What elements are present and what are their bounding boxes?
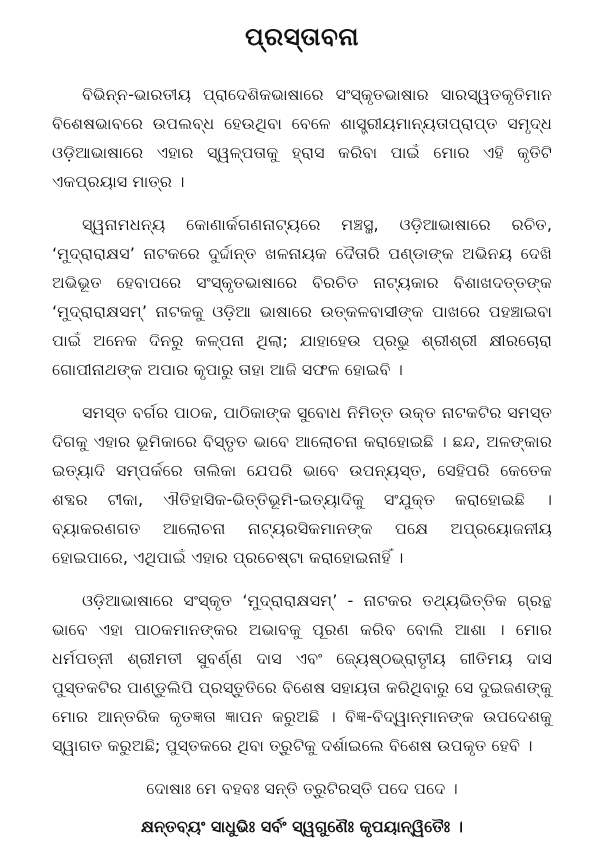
closing-verse-line-2: କ୍ଷନ୍ତବ୍ୟଂ ସାଧୁଭିଃ ସର୍ବଂ ସ୍ୱଗୁଣୈଃ କୃପୟାନ୍ୱିତୈଃ । bbox=[140, 817, 464, 836]
paragraph-intro: ବିଭିନ୍ନ-ଭାରତୀୟ ପ୍ରାଦେଶିକଭାଷାରେ ସଂସ୍କୃତଭାଷାର ସାରସ୍ୱତକୃତିମାନ ବିଶେଷଭାବରେ ଉପଲବ୍ଧ ହେଉଥିବା ବେଳେ ଶାସ୍ତ୍ରୀୟମାନ୍ୟତାପ୍ରାପ୍ତ ସମୃଦ୍ଧ ଓଡ଼ିଆଭାଷାରେ ଏହାର ସ୍ୱଳ୍ପତାକୁ ହ୍ରାସ କରିବା ପାଇଁ ମୋର ଏହି କୃତିଟି ଏକପ୍ରୟାସ ମାତ୍ର । bbox=[52, 85, 552, 191]
page-title: ପ୍ରସ୍ତାବନା bbox=[245, 22, 359, 51]
paragraph-acknowledgement: ଓଡ଼ିଆଭାଷାରେ ସଂସ୍କୃତ ‘ମୁଦ୍ରାରାକ୍ଷସମ୍’ - ନାଟକର ତଥ୍ୟଭିତ୍ତିକ ଗ୍ରନ୍ଥ ଭାବେ ଏହା ପାଠକମାନଙ୍କର ଅଭାବକୁ ପୂରଣ କରିବ ବୋଲି ଆଶା । ମୋର ଧର୍ମପତ୍ନୀ ଶ୍ରୀମତୀ ସୁବର୍ଣ୍ଣ ଦାସ ଏବଂ ଜ୍ୟେଷ୍ଠଭ୍ରାତୃୀୟ ଗୀତିମୟ ଦାସ ପୁସ୍ତକଟିର ପାଣ୍ଡୁଲିପି ପ୍ରସ୍ତୁତିରେ ବିଶେଷ ସହାୟତା କରିଥିବାରୁ ସେ ଦୁଇଜଣଙ୍କୁ ମୋର ଆନ୍ତରିକ କୃତଜ୍ଞତା ଜ୍ଞାପନ କରୁଅଛି । ବିଜ୍ଞ-ବିଦ୍ୱାନ୍‌ମାନଙ୍କ ଉପଦେଶକୁ ସ୍ୱାଗତ କରୁଅଛି; ପୁସ୍ତକରେ ଥିବା ତ୍ରୁଟିକୁ ଦର୍ଶାଇଲେ ବିଶେଷ ଉପକୃତ ହେବି । bbox=[52, 591, 552, 755]
paragraph-inspiration: ସ୍ୱନାମଧନ୍ୟ କୋଣାର୍କଗଣନାଟ୍ୟରେ ମଞ୍ଚସ୍ଥ, ଓଡ଼ିଆଭାଷାରେ ରଚିତ, ‘ମୁଦ୍ରାରାକ୍ଷସ’ ନାଟକରେ ଦୁର୍ଦ୍ଦାନ୍ତ ଖଳନାୟକ ଦୈତାରି ପଣ୍ଡାଙ୍କ ଅଭିନୟ ଦେଖି ଅଭିଭୂତ ହେବାପରେ ସଂସ୍କୃତଭାଷାରେ ବିରଚିତ ନାଟ୍ୟକାର ବିଶାଖଦତ୍ତଙ୍କ ‘ମୁଦ୍ରାରାକ୍ଷସମ୍’ ନାଟକକୁ ଓଡ଼ିଆ ଭାଷାରେ ଉତ୍କଳବାସୀଙ୍କ ପାଖରେ ପହଞ୍ଚାଇବା ପାଇଁ ଅନେକ ଦିନରୁ କଳ୍ପନା ଥିଲା; ଯାହାହେଉ ପ୍ରଭୁ ଶ୍ରୀଶ୍ରୀ କ୍ଷୀରଚୋରା ଗୋପୀନାଥଙ୍କ ଅପାର କୃପାରୁ ତାହା ଆଜି ସଫଳ ହୋଇବି । bbox=[52, 215, 552, 379]
closing-verse-line-1: ଦୋଷାଃ ମେ ବହବଃ ସନ୍ତି ତ୍ରୁଟିରସ୍ତି ପଦେ ପଦେ । bbox=[146, 779, 458, 798]
paragraph-scope: ସମସ୍ତ ବର୍ଗର ପାଠକ, ପାଠିକାଙ୍କ ସୁବୋଧ ନିମିତ୍ତ ଉକ୍ତ ନାଟକଟିର ସମସ୍ତ ଦିଗକୁ ଏହାର ଭୂମିକାରେ ବିସ୍ତୃତ ଭାବେ ଆଲୋଚନା କରାହୋଇଛି । ଛନ୍ଦ, ଅଳଙ୍କାର ଇତ୍ୟାଦି ସମ୍ପର୍କରେ ତାଲିକା ଯେପରି ଭାବେ ଉପନ୍ୟସ୍ତ, ସେହିପରି କେତେକ ଶବ୍ଦର ଟୀକା, ଐତିହାସିକ-ଭିତ୍ତିଭୂମି-ଇତ୍ୟାଦିକୁ ସଂଯୁକ୍ତ କରାହୋଇଛି । ବ୍ୟାକରଣଗତ ଆଲୋଚନା ନାଟ୍ୟରସିକମାନଙ୍କ ପକ୍ଷେ ଅପ୍ରୟୋଜନୀୟ ହୋଇପାରେ, ଏଥିପାଇଁ ଏହାର ପ୍ରଚେଷ୍ଟା କରାହୋଇନାହିଁ । bbox=[52, 403, 552, 567]
